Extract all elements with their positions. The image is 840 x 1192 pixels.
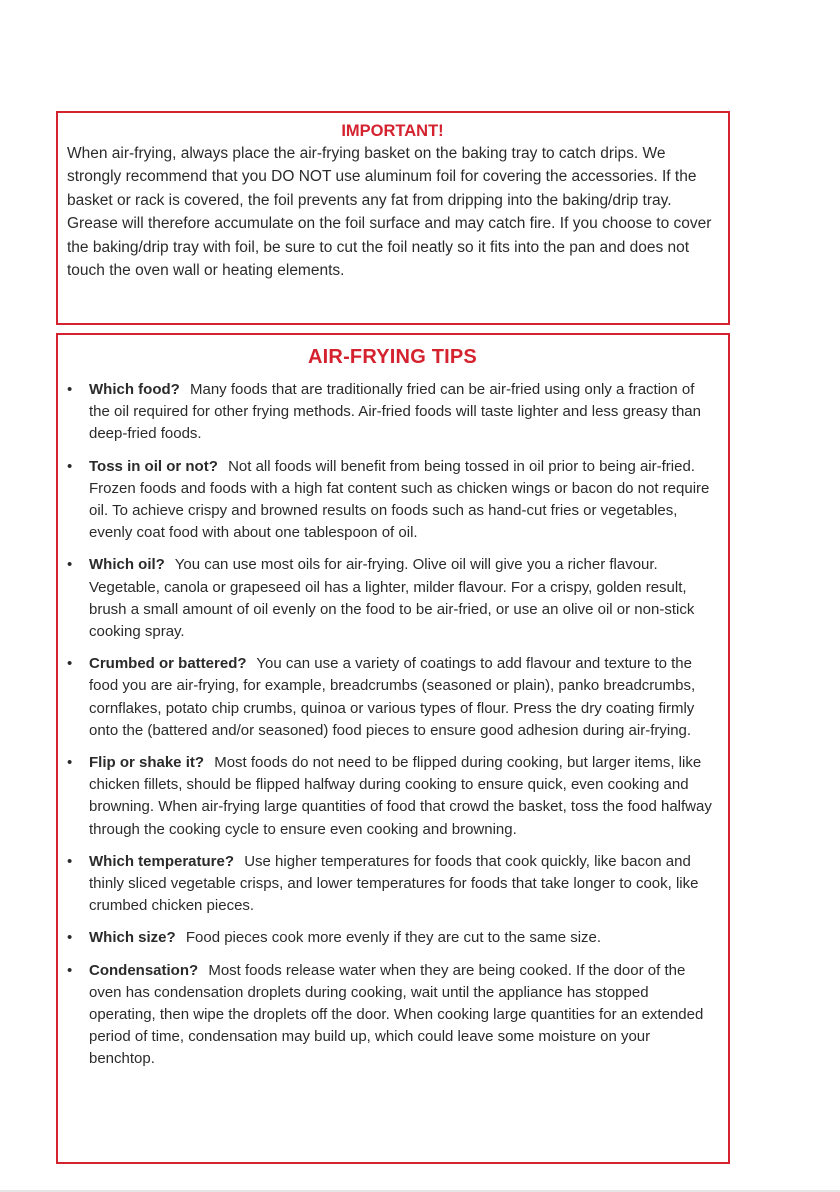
tip-text: You can use a variety of coatings to add flavour and texture to the food you are air-frying, for example, breadcrumbs (seasoned or plain), panko breadcrumbs, cornflakes, potato chip crumbs, quinoa or various types of flour. Press the dry coating firmly onto the (battered and/or seasoned) food pieces to ensure good adhesion during air-frying.: [89, 655, 696, 739]
bullet-icon: •: [67, 381, 73, 398]
bullet-icon: •: [67, 754, 73, 772]
air-frying-tips-box: [56, 333, 730, 1164]
important-notice-box: [56, 111, 730, 325]
bullet-icon: •: [67, 852, 73, 870]
tip-text: You can use most oils for air-frying. Olive oil will give you a richer flavour. Vegetable, canola or grapeseed oil has a lighter, milder flavour. For a crispy, golden result, brush a small amount of oil evenly on the food to be air-fried, or use an olive oil or non-stick cooking spray.: [89, 556, 695, 641]
tip-item-flip-or-shake: [67, 752, 718, 841]
important-title: IMPORTANT!: [341, 122, 444, 140]
tip-text: Most foods do not need to be flipped during cooking, but larger items, like chicken fillets, should be flipped halfway during cooking to ensure quick, even cooking and browning. When air-frying large quantities of food that crowd the basket, toss the food halfway through the cooking cycle to ensure even cooking and browning.: [89, 754, 712, 838]
tips-title: AIR-FRYING TIPS: [308, 346, 477, 368]
tip-item-which-oil: [67, 554, 718, 643]
tip-item-which-temperature: [67, 851, 718, 918]
tip-heading: Which oil?: [89, 556, 165, 574]
tip-item-which-food: [67, 379, 718, 446]
tip-item-toss-in-oil: [67, 456, 718, 545]
tip-text: Not all foods will benefit from being tossed in oil prior to being air-fried. Frozen foods and foods with a high fat content such as chicken wings or bacon do not require oil. To achieve crispy and browned results on foods such as hand-cut fries or vegetables, evenly coat food with about one tablespoon of oil.: [89, 457, 710, 542]
important-text: When air-frying, always place the air-frying basket on the baking tray to catch drips. We strongly recommend that you DO NOT use aluminum foil for covering the accessories. If the basket or rack is covered, the foil prevents any fat from dripping into the baking/drip tray. Grease will therefore accumulate on the foil surface and may catch fire. If you choose to cover the baking/drip tray with foil, be sure to cut the foil neatly so it fits into the pan and does not touch the oven wall or heating elements.: [67, 145, 712, 280]
tip-text: Many foods that are traditionally fried can be air-fried using only a fraction of the oil required for other frying methods. Air-fried foods will taste lighter and less greasy than deep-fried foods.: [89, 381, 701, 443]
tip-heading: Crumbed or battered?: [89, 655, 247, 673]
tip-heading: Condensation?: [89, 961, 199, 979]
tip-item-which-size: [67, 927, 718, 949]
tip-item-crumbed-or-battered: [67, 653, 718, 742]
bullet-icon: •: [67, 961, 73, 979]
tip-text: Food pieces cook more evenly if they are cut to the same size.: [185, 929, 602, 947]
tip-heading: Which size?: [89, 929, 176, 947]
tip-heading: Which temperature?: [89, 852, 235, 870]
tip-heading: Toss in oil or not?: [89, 457, 218, 475]
bullet-icon: •: [67, 655, 73, 673]
tip-text: Use higher temperatures for foods that cook quickly, like bacon and thinly sliced vegetable crisps, and lower temperatures for foods that take longer to cook, like crumbed chicken pieces.: [89, 852, 699, 915]
bullet-icon: •: [67, 929, 73, 947]
bullet-icon: •: [67, 457, 73, 475]
bullet-icon: •: [67, 556, 73, 574]
tip-text: Most foods release water when they are being cooked. If the door of the oven has condensation droplets during cooking, wait until the appliance has stopped operating, then wipe the droplets off the door. When cooking large quantities for an extended period of time, condensation may build up, which could leave some moisture on your benchtop.: [89, 961, 704, 1068]
tip-heading: Flip or shake it?: [89, 754, 205, 772]
tip-heading: Which food?: [89, 381, 180, 398]
tip-item-condensation: [67, 960, 718, 1071]
